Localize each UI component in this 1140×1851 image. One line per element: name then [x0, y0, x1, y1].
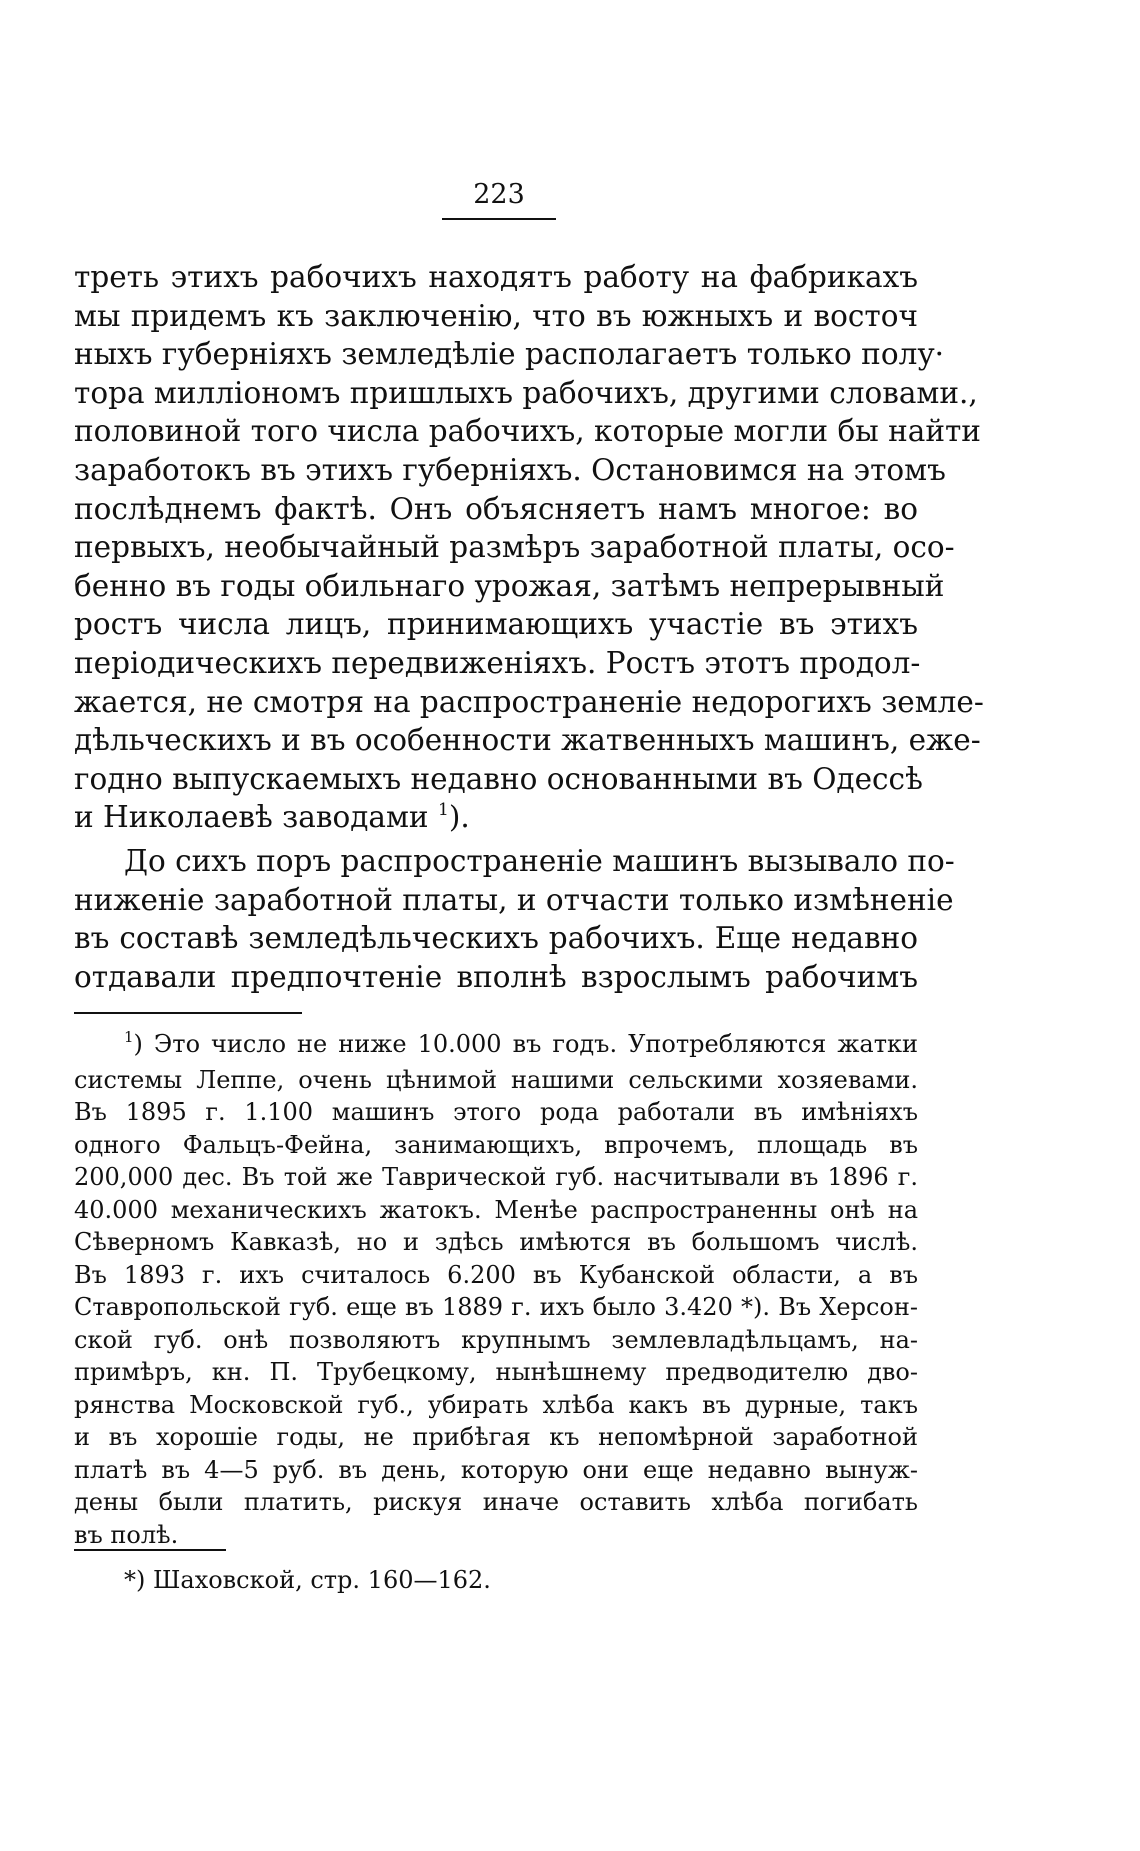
footnote-line: дены были платить, рискуя иначе оставить хлѣба погибать	[74, 1488, 918, 1516]
text-line: періодическихъ передвиженіяхъ. Ростъ этотъ продол-	[74, 645, 921, 680]
footnote-line: и въ хорошіе годы, не прибѣгая къ непомѣрной заработной	[74, 1423, 918, 1451]
footnote-marker: 1	[124, 1028, 134, 1046]
text-line: мы придемъ къ заключенію, что въ южныхъ и восточ	[74, 298, 918, 333]
text-line: ниженіе заработной платы, и отчасти только измѣненіе	[74, 882, 954, 917]
text-line: бенно въ годы обильнаго урожая, затѣмъ непрерывный	[74, 568, 945, 603]
footnote-line: ской губ. онѣ позволяютъ крупнымъ землевладѣльцамъ, на-	[74, 1325, 918, 1354]
text-line: ныхъ губерніяхъ земледѣліе располагаетъ только полу·	[74, 337, 945, 372]
text-line: годно выпускаемыхъ недавно основанными въ Одессѣ	[74, 761, 923, 796]
footnote-separator	[74, 1012, 302, 1014]
footnote-line: рянства Московской губ., убирать хлѣба какъ въ дурные, такъ	[74, 1390, 918, 1419]
footnote-line: въ полѣ.	[74, 1520, 179, 1549]
footnote-line: Въ 1893 г. ихъ считалось 6.200 въ Кубанской области, а въ	[74, 1260, 918, 1289]
text-line: послѣднемъ фактѣ. Онъ объясняетъ намъ многое: во	[74, 491, 918, 526]
text-line: дѣльческихъ и въ особенности жатвенныхъ машинъ, еже-	[74, 723, 981, 758]
footnote-line: 200,000 дес. Въ той же Таврической губ. насчитывали въ 1896 г.	[74, 1163, 918, 1191]
footnote-line: примѣръ, кн. П. Трубецкому, нынѣшнему предводителю дво-	[74, 1358, 918, 1386]
page-number: 223	[442, 180, 556, 220]
footnote-line: Сѣверномъ Кавказѣ, но и здѣсь имѣются въ большомъ числѣ.	[74, 1228, 918, 1256]
footnote-line: одного Фальцъ-Фейна, занимающихъ, впрочемъ, площадь въ	[74, 1130, 918, 1159]
main-text	[74, 258, 984, 996]
text-line: треть этихъ рабочихъ находятъ работу на фабрикахъ	[74, 260, 918, 294]
footnote-line: Ставропольской губ. еще въ 1889 г. ихъ было 3.420 *). Въ Херсон-	[74, 1293, 918, 1321]
text-line: въ составѣ земледѣльческихъ рабочихъ. Еще недавно	[74, 921, 918, 956]
text-line: половиной того числа рабочихъ, которые могли бы найти	[74, 414, 981, 449]
subnote-separator	[74, 1549, 226, 1551]
footnote-reference: 1	[437, 800, 449, 821]
text-fragment: ) Это число не ниже 10.000 въ годъ. Употребляются жатки	[133, 1030, 918, 1058]
text-line: отдавали предпочтеніе вполнѣ взрослымъ рабочимъ	[74, 959, 918, 994]
text-line: жается, не смотря на распространеніе недорогихъ земле-	[74, 684, 984, 719]
footnote-line: платѣ въ 4—5 руб. въ день, которую они еще недавно вынуж-	[74, 1455, 918, 1484]
paragraph-first-line: До сихъ поръ распространеніе машинъ вызывало по-	[124, 843, 955, 878]
footnote-line: Въ 1895 г. 1.100 машинъ этого рода работали въ имѣніяхъ	[74, 1098, 918, 1126]
text-line: ростъ числа лицъ, принимающихъ участіе въ этихъ	[74, 607, 918, 642]
text-fragment: и Николаевѣ заводами	[74, 800, 429, 835]
text-fragment: ).	[448, 800, 470, 835]
text-line: первыхъ, необычайный размѣръ заработной платы, осо-	[74, 530, 955, 565]
footnote-line: 40.000 механическихъ жатокъ. Менѣе распространенны онѣ на	[74, 1195, 918, 1224]
footnote-first-line	[74, 1028, 918, 1064]
text-line: тора милліономъ пришлыхъ рабочихъ, другими словами.,	[74, 375, 978, 410]
footnote	[74, 1028, 918, 1551]
text-line: заработокъ въ этихъ губерніяхъ. Остановимся на этомъ	[74, 452, 946, 487]
text-line-with-footnote-ref	[74, 798, 918, 842]
footnote-line: системы Леппе, очень цѣнимой нашими сельскими хозяевами.	[74, 1065, 918, 1094]
subnote: *) Шаховской, стр. 160—162.	[124, 1566, 491, 1594]
